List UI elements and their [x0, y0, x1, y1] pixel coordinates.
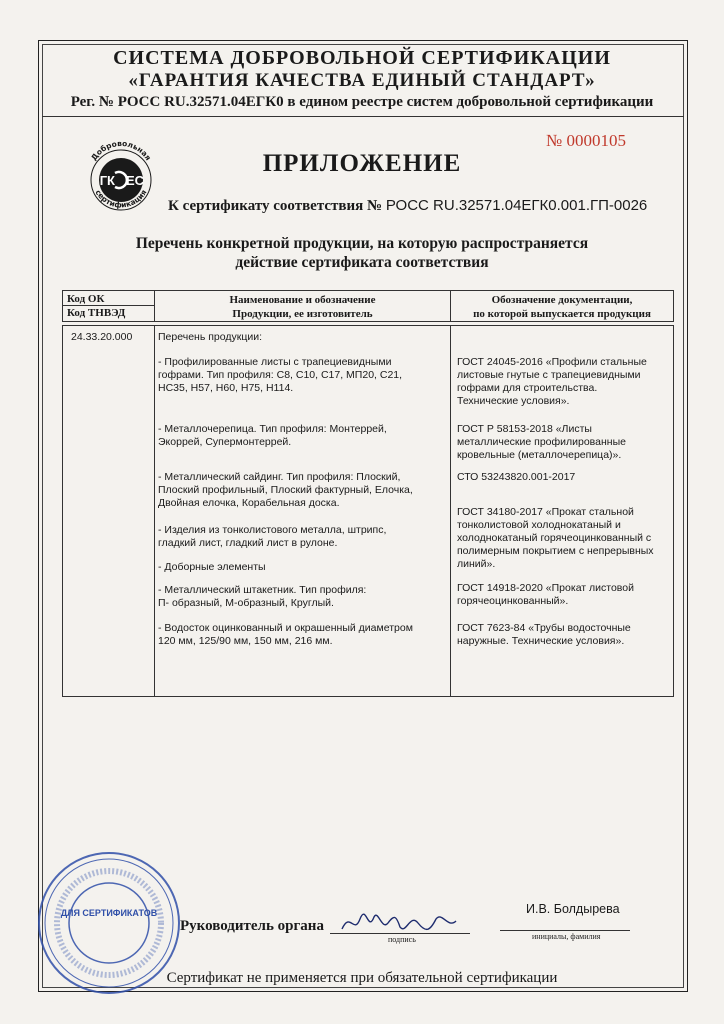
- doc-line: ГОСТ 14918-2020 «Прокат листовой: [457, 582, 634, 594]
- header-documentation: [451, 291, 673, 323]
- footer-note: Сертификат не применяется при обязательной сертификации: [166, 970, 558, 986]
- header-product-line-1: Наименование и обозначение: [229, 294, 376, 306]
- ok-code: 24.33.20.000: [71, 331, 133, 343]
- header-codes: [63, 291, 155, 321]
- product-line: - Изделия из тонколистового металла, штрипс,: [158, 524, 387, 536]
- product-item: [158, 423, 444, 449]
- doc-line: полимерным покрытием с непрерывных: [457, 545, 654, 557]
- products-heading: Перечень продукции:: [158, 331, 262, 343]
- product-list-title: [0, 234, 724, 272]
- product-item: [158, 584, 444, 610]
- svg-text:ДЛЯ СЕРТИФИКАТОВ: ДЛЯ СЕРТИФИКАТОВ: [60, 908, 158, 918]
- product-line: Экоррей, Супермонтеррей.: [158, 436, 292, 448]
- list-title-line-2: действие сертификата соответствия: [235, 254, 489, 271]
- product-item: [158, 524, 444, 550]
- certificate-number: № 0000105: [546, 131, 626, 150]
- list-title-line-1: Перечень конкретной продукции, на которую распространяется: [135, 235, 589, 252]
- product-line: гладкий лист, гладкий лист в рулоне.: [158, 537, 338, 549]
- signature-caption: подпись: [388, 935, 416, 944]
- header-divider: [42, 116, 684, 117]
- doc-line: ГОСТ 24045-2016 «Профили стальные: [457, 356, 647, 368]
- product-line: гофрами. Тип профиля: С8, С10, С17, МП20, С21,: [158, 369, 403, 381]
- name-line: [500, 930, 630, 931]
- svg-text:ГК: ГК: [99, 173, 115, 188]
- header-tnved-code: Код ТНВЭД: [67, 307, 126, 319]
- svg-text:Добровольная: Добровольная: [89, 138, 153, 163]
- svg-text:ЕС: ЕС: [126, 173, 145, 188]
- product-line: Плоский профильный, Плоский фактурный, Елочка,: [158, 484, 413, 496]
- certificate-reference: [168, 197, 647, 215]
- doc-item: [457, 356, 669, 408]
- codes-column: [63, 326, 155, 696]
- doc-item: [457, 506, 669, 571]
- product-line: - Металлический сайдинг. Тип профиля: Плоский,: [158, 471, 401, 483]
- product-item: [158, 561, 444, 574]
- doc-line: линий».: [457, 558, 496, 570]
- doc-line: гофрами для строительства.: [457, 382, 598, 394]
- signature-label: Руководитель органа: [180, 918, 324, 934]
- header-doc-line-1: Обозначение документации,: [491, 294, 633, 306]
- reference-prefix: К сертификату соответствия №: [168, 198, 386, 214]
- header-ok-code: Код ОК: [67, 293, 105, 305]
- product-line: - Профилированные листы с трапециевидными: [158, 356, 392, 368]
- doc-line: холоднокатаный горячеоцинкованный с: [457, 532, 652, 544]
- table-body: [62, 325, 674, 697]
- doc-item: [457, 423, 669, 462]
- svg-text:сертификация: сертификация: [93, 188, 149, 210]
- doc-item: [457, 622, 669, 648]
- doc-line: ГОСТ Р 58153-2018 «Листы: [457, 423, 592, 435]
- product-line: - Металлический штакетник. Тип профиля:: [158, 584, 367, 596]
- product-line: НС35, Н57, Н60, Н75, Н114.: [158, 382, 294, 394]
- product-line: 120 мм, 125/90 мм, 150 мм, 216 мм.: [158, 635, 333, 647]
- doc-line: Технические условия».: [457, 395, 570, 407]
- doc-line: горячеоцинкованный».: [457, 595, 569, 607]
- product-item: [158, 622, 444, 648]
- product-line: - Металлочерепица. Тип профиля: Монтеррей,: [158, 423, 387, 435]
- system-title: СИСТЕМА ДОБРОВОЛЬНОЙ СЕРТИФИКАЦИИ: [113, 47, 611, 69]
- signatory-name: И.В. Болдырева: [526, 902, 620, 916]
- header-product-line-2: Продукции, ее изготовитель: [232, 308, 373, 320]
- header-code-divider: [63, 305, 155, 306]
- doc-item: [457, 471, 669, 484]
- doc-line: листовые гнутые с трапециевидными: [457, 369, 641, 381]
- reference-number: РОСС RU.32571.04ЕГК0.001.ГП-0026: [385, 197, 648, 214]
- doc-line: ГОСТ 7623-84 «Трубы водосточные: [457, 622, 631, 634]
- doc-line: ГОСТ 34180-2017 «Прокат стальной: [457, 506, 634, 518]
- system-subtitle: «ГАРАНТИЯ КАЧЕСТВА ЕДИНЫЙ СТАНДАРТ»: [128, 70, 596, 91]
- doc-line: кровельные (металлочерепица)».: [457, 449, 622, 461]
- page-title: ПРИЛОЖЕНИЕ: [262, 150, 462, 177]
- product-line: Двойная елочка, Корабельная доска.: [158, 497, 340, 509]
- header-product-name: [155, 291, 451, 321]
- doc-item: [457, 582, 669, 608]
- table-header: [62, 290, 674, 322]
- doc-line: тонколистовой холоднокатаный и: [457, 519, 621, 531]
- product-item: [158, 471, 444, 510]
- product-item: [158, 356, 444, 395]
- name-caption: инициалы, фамилия: [532, 932, 601, 941]
- signature-line: [330, 933, 470, 934]
- product-line: П- образный, М-образный, Круглый.: [158, 597, 334, 609]
- registration-line: Рег. № РОСС RU.32571.04ЕГК0 в едином реестре систем добровольной сертификации: [70, 94, 654, 110]
- product-line: - Водосток оцинкованный и окрашенный диаметром: [158, 622, 413, 634]
- product-line: - Доборные элементы: [158, 561, 266, 573]
- doc-line: наружные. Технические условия».: [457, 635, 625, 647]
- doc-line: металлические профилированные: [457, 436, 626, 448]
- header-doc-line-2: по которой выпускается продукция: [473, 308, 651, 320]
- doc-line: СТО 53243820.001-2017: [457, 471, 576, 483]
